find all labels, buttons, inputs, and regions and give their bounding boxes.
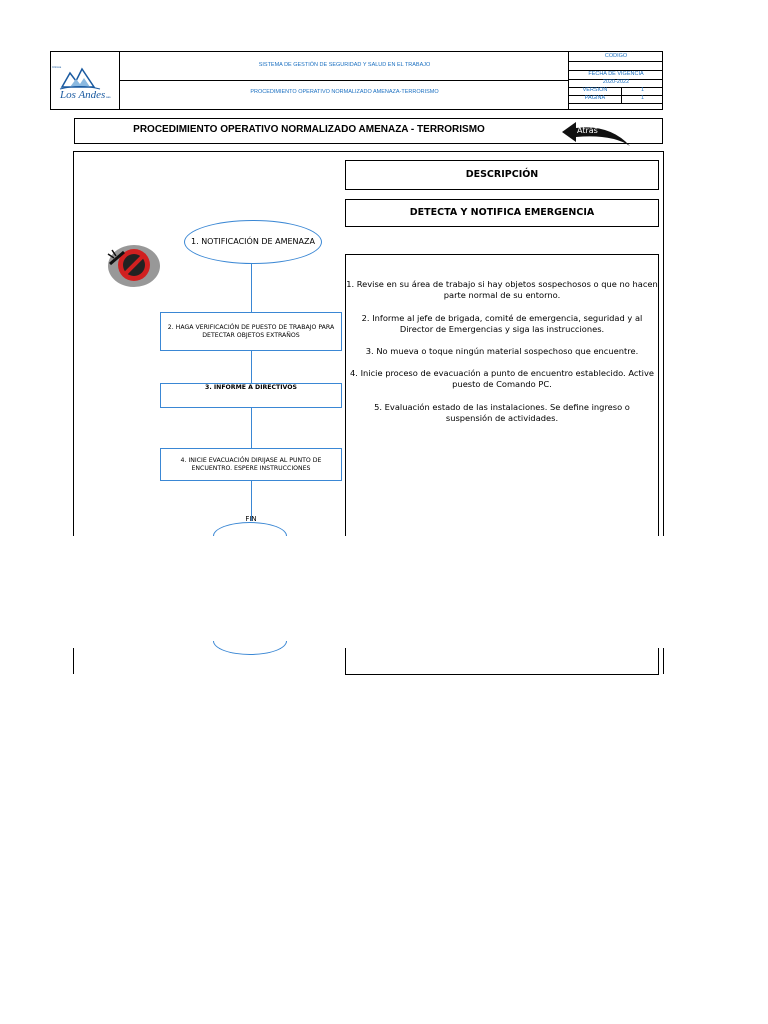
instructions-box-bottom bbox=[345, 648, 659, 675]
logo-name: Los Andes bbox=[60, 89, 106, 101]
description-subheading: DETECTA Y NOTIFICA EMERGENCIA bbox=[345, 199, 659, 227]
clinic-logo-icon bbox=[50, 51, 120, 110]
instruction-2: 2. Informe al jefe de brigada, comité de emergencia, seguridad y al Director de Emergencias y siga las instrucciones. bbox=[361, 313, 643, 334]
system-title: SISTEMA DE GESTIÓN DE SEGURIDAD Y SALUD EN EL TRABAJO bbox=[258, 62, 431, 68]
no-bomb-icon bbox=[104, 240, 160, 288]
frame-line bbox=[663, 648, 664, 674]
flow-end-bottom bbox=[213, 641, 287, 655]
flow-step-inform: 3. INFORME A DIRECTIVOS bbox=[160, 383, 342, 408]
flow-end-label: FIN bbox=[245, 515, 257, 523]
logo-cell bbox=[50, 51, 120, 110]
instruction-5: 5. Evaluación estado de las instalaciones. Se define ingreso o suspensión de actividades. bbox=[374, 402, 630, 423]
info-line bbox=[569, 103, 663, 104]
flow-connector bbox=[251, 351, 252, 383]
flow-connector bbox=[251, 408, 252, 448]
instruction-3: 3. No mueva o toque ningún material sospechoso que encuentre. bbox=[365, 346, 639, 356]
codigo-label: CODIGO bbox=[604, 53, 628, 59]
fecha-value: 2020-2022 bbox=[602, 79, 630, 85]
frame-line bbox=[73, 648, 74, 674]
pagina-label: PAGINA bbox=[584, 95, 606, 101]
page-title: PROCEDIMIENTO OPERATIVO NORMALIZADO AMENAZA - TERRORISMO bbox=[133, 124, 485, 135]
flow-start: 1. NOTIFICACIÓN DE AMENAZA bbox=[184, 220, 322, 264]
header-divider bbox=[120, 80, 569, 81]
version-value: 1 bbox=[640, 87, 645, 93]
flow-step-evacuate: 4. INICIE EVACUACIÓN DIRIJASE AL PUNTO DE ENCUENTRO. ESPERE INSTRUCCIONES bbox=[160, 448, 342, 481]
version-label: VERSION bbox=[582, 87, 608, 93]
fecha-label: FECHA DE VIGENCIA bbox=[588, 71, 644, 77]
instruction-1: 1. Revise en su área de trabajo si hay objetos sospechosos o que no hacen parte normal de su entorno. bbox=[346, 279, 658, 300]
flow-connector bbox=[251, 264, 252, 312]
back-button[interactable] bbox=[560, 120, 635, 148]
procedure-title: PROCEDIMIENTO OPERATIVO NORMALIZADO AMENAZA-TERRORISMO bbox=[250, 89, 439, 95]
logo-small-text: Clínica bbox=[52, 65, 62, 69]
instruction-4: 4. Inicie proceso de evacuación a punto de encuentro establecido. Active puesto de Comando PC. bbox=[350, 368, 654, 389]
pagina-value: 1 bbox=[640, 95, 645, 101]
back-label: Atrás bbox=[577, 126, 598, 135]
description-heading: DESCRIPCIÓN bbox=[345, 160, 659, 190]
logo-suffix: sas bbox=[106, 95, 111, 99]
flow-step-verify: 2. HAGA VERIFICACIÓN DE PUESTO DE TRABAJO PARA DETECTAR OBJETOS EXTRAÑOS bbox=[160, 312, 342, 351]
info-line bbox=[569, 61, 663, 62]
